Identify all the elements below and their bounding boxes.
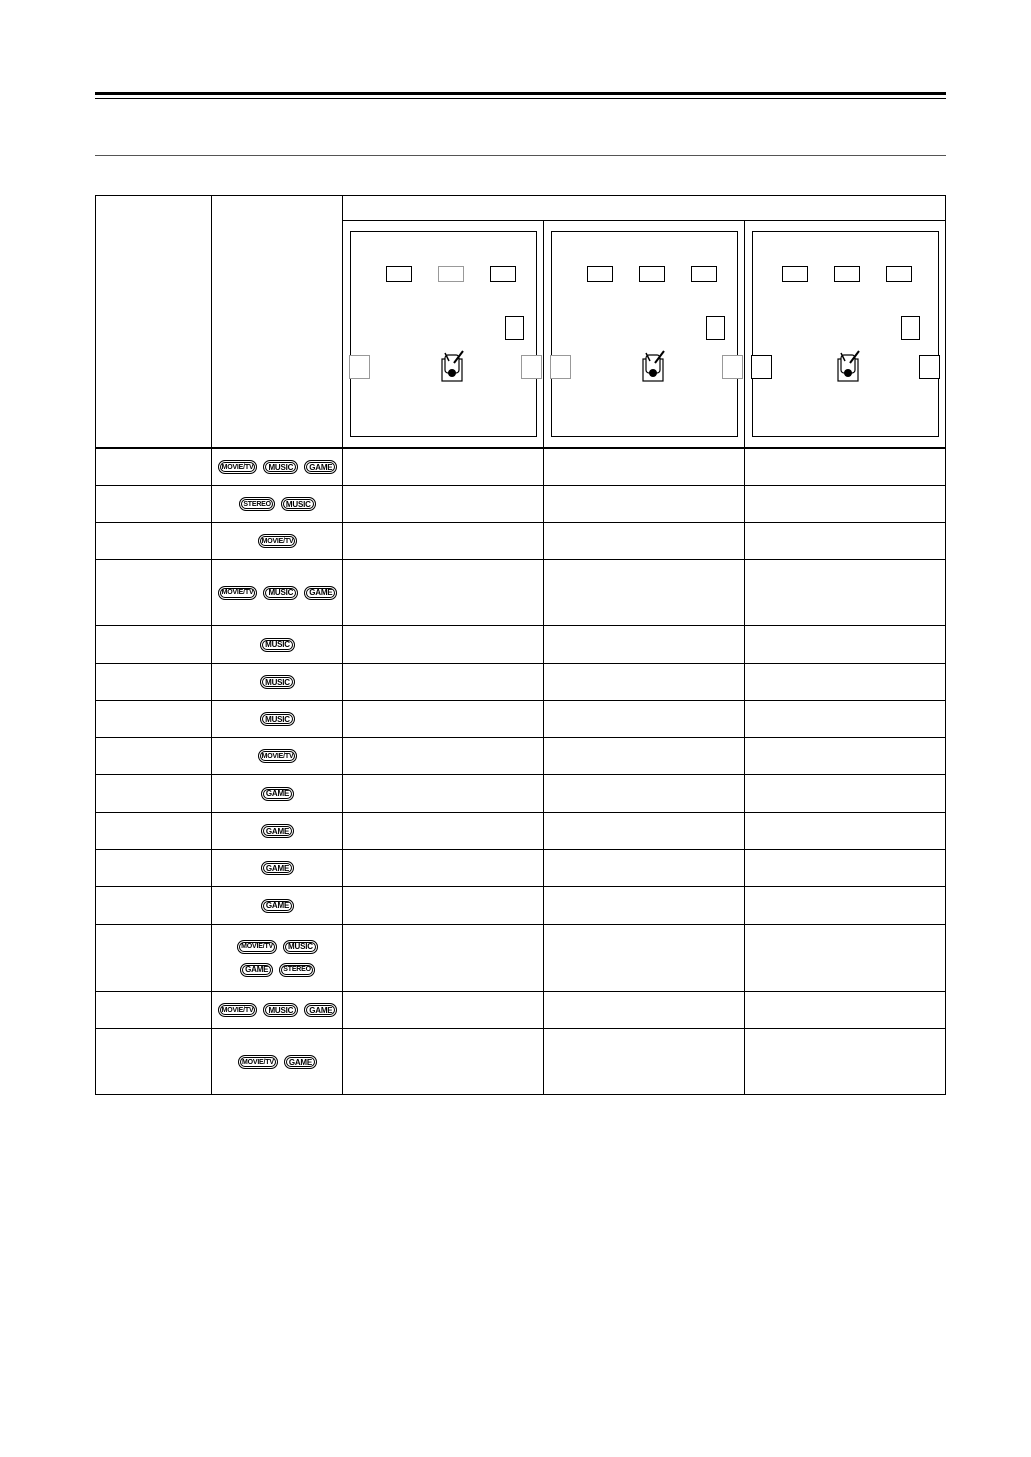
music-button[interactable]: MUSIC: [281, 497, 316, 511]
front-right-speaker: [886, 266, 912, 282]
subwoofer-speaker: [505, 316, 524, 340]
subwoofer-speaker: [706, 316, 725, 340]
movie-tv-button[interactable]: MOVIE/TV: [258, 749, 298, 763]
front-right-speaker: [490, 266, 516, 282]
listening-mode-table: [95, 195, 946, 1095]
row-2-buttons: [212, 486, 343, 522]
game-button[interactable]: GAME: [284, 1055, 317, 1069]
game-button[interactable]: GAME: [261, 824, 294, 838]
listener-icon: [437, 349, 467, 383]
center-speaker: [639, 266, 665, 282]
front-right-speaker: [691, 266, 717, 282]
game-button[interactable]: GAME: [261, 787, 294, 801]
game-button[interactable]: GAME: [240, 963, 273, 977]
game-button[interactable]: GAME: [304, 586, 337, 600]
top-rule-thick: [95, 92, 946, 95]
row-5-buttons: [212, 626, 343, 663]
row-10-buttons: [212, 813, 343, 849]
top-rule-thin: [95, 98, 946, 99]
surround-right-speaker: [919, 355, 940, 379]
center-speaker: [438, 266, 464, 282]
section-rule: [95, 155, 946, 156]
surround-right-speaker: [521, 355, 542, 379]
row-4-buttons: [212, 560, 343, 625]
row-6-buttons: [212, 664, 343, 700]
col-divider-4: [744, 220, 745, 1095]
row-8-buttons: [212, 738, 343, 774]
music-button[interactable]: MUSIC: [260, 675, 295, 689]
front-left-speaker: [782, 266, 808, 282]
speaker-diagram-3: [752, 231, 939, 437]
game-button[interactable]: GAME: [304, 460, 337, 474]
speaker-diagram-2: [551, 231, 738, 437]
header-subline: [342, 220, 946, 221]
surround-left-speaker: [550, 355, 571, 379]
front-left-speaker: [587, 266, 613, 282]
movie-tv-button[interactable]: MOVIE/TV: [218, 586, 258, 600]
music-button[interactable]: MUSIC: [263, 460, 298, 474]
listener-icon: [638, 349, 668, 383]
music-button[interactable]: MUSIC: [260, 638, 295, 652]
row-15-buttons: [212, 1029, 343, 1095]
surround-left-speaker: [751, 355, 772, 379]
game-button[interactable]: GAME: [261, 899, 294, 913]
row-1-buttons: [212, 449, 343, 485]
movie-tv-button[interactable]: MOVIE/TV: [238, 1055, 278, 1069]
row-13-buttons: [212, 925, 343, 991]
surround-right-speaker: [722, 355, 743, 379]
movie-tv-button[interactable]: MOVIE/TV: [218, 1003, 258, 1017]
row-9-buttons: [212, 775, 343, 812]
music-button[interactable]: MUSIC: [263, 1003, 298, 1017]
center-speaker: [834, 266, 860, 282]
music-button[interactable]: MUSIC: [283, 940, 318, 954]
music-button[interactable]: MUSIC: [260, 712, 295, 726]
game-button[interactable]: GAME: [304, 1003, 337, 1017]
row-11-buttons: [212, 850, 343, 886]
row-3-buttons: [212, 523, 343, 559]
game-button[interactable]: GAME: [261, 861, 294, 875]
row-14-buttons: [212, 992, 343, 1028]
col-divider-3: [543, 220, 544, 1095]
stereo-button[interactable]: STEREO: [279, 963, 315, 977]
front-left-speaker: [386, 266, 412, 282]
stereo-button[interactable]: STEREO: [239, 497, 275, 511]
subwoofer-speaker: [901, 316, 920, 340]
movie-tv-button[interactable]: MOVIE/TV: [237, 940, 277, 954]
music-button[interactable]: MUSIC: [263, 586, 298, 600]
listener-icon: [833, 349, 863, 383]
movie-tv-button[interactable]: MOVIE/TV: [258, 534, 298, 548]
speaker-diagram-1: [350, 231, 537, 437]
surround-left-speaker: [349, 355, 370, 379]
row-7-buttons: [212, 701, 343, 737]
row-12-buttons: [212, 887, 343, 924]
movie-tv-button[interactable]: MOVIE/TV: [218, 460, 258, 474]
